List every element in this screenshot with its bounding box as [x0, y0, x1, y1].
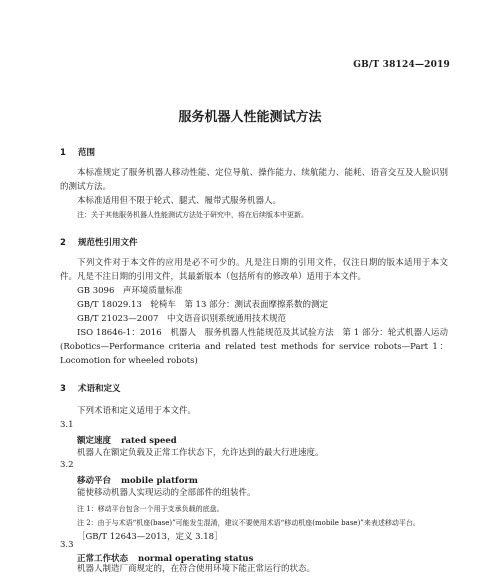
standard-code: GB/T 38124—2019	[353, 60, 450, 70]
term-number: 3.2	[60, 460, 74, 470]
section-2-para-1: 下列文件对于本文件的应用是必不可少的。凡是注日期的引用文件，仅注日期的版本适用于本文件。凡是不注日期的引用文件，其最新版本（包括所有的修改单）适用于本文件。	[60, 258, 448, 282]
section-3-heading: 3 术语和定义	[60, 384, 121, 394]
term-definition: 能使移动机器人实现运动的全部部件的组装件。	[77, 488, 256, 498]
page-title: 服务机器人性能测试方法	[178, 110, 322, 125]
section-1-note: 注：关于其他服务机器人性能测试方法处于研究中，将在后续版本中更新。	[77, 211, 308, 219]
term-heading: 移动平台 mobile platform	[77, 476, 198, 486]
section-3-intro: 下列术语和定义适用于本文件。	[77, 406, 197, 416]
term-source: ［GB/T 12643—2013，定义 3.18］	[77, 532, 223, 542]
section-1-para-1: 本标准规定了服务机器人移动性能、定位导航、操作能力、续航能力、能耗、语音交互及人脸识别的测试方法。	[60, 168, 448, 192]
term-definition: 机器人在额定负载及正常工作状态下，允许达到的最大行进速度。	[77, 448, 324, 458]
term-number: 3.1	[60, 420, 74, 430]
reference-item: GB/T 21023—2007 中文语音识别系统通用技术规范	[77, 314, 286, 324]
term-heading: 正常工作状态 normal operating status	[77, 554, 254, 564]
section-1-heading: 1 范围	[60, 148, 96, 158]
term-number: 3.3	[60, 540, 74, 550]
term-note: 注 2：由于与术语“机座(base)”可能发生混淆，建议不要使用术语“移动机座(mobile base)”来表述移动平台。	[77, 519, 420, 527]
section-2-heading: 2 规范性引用文件	[60, 238, 138, 248]
reference-item-iso: ISO 18646-1：2016 机器人 服务机器人性能规范及其试验方法 第 1 部分：轮式机器人运动(Robotics—Performance criteria and related test methods for service robots—Part 1：Locomotion for wheeled robots)	[60, 328, 448, 366]
term-heading: 额定速度 rated speed	[77, 436, 177, 446]
term-note: 注 1：移动平台包含一个用于支承负载的底盘。	[77, 505, 224, 513]
reference-list	[60, 284, 448, 326]
reference-item: GB 3096 声环境质量标准	[77, 286, 183, 296]
term-definition: 机器人制造厂商规定的，在符合使用环境下能正常运行的状态。	[77, 564, 316, 574]
reference-item: GB/T 18029.13 轮椅车 第 13 部分：测试表面摩擦系数的测定	[77, 300, 329, 310]
section-1-para-2: 本标准适用但不限于轮式、腿式、履带式服务机器人。	[77, 196, 282, 206]
